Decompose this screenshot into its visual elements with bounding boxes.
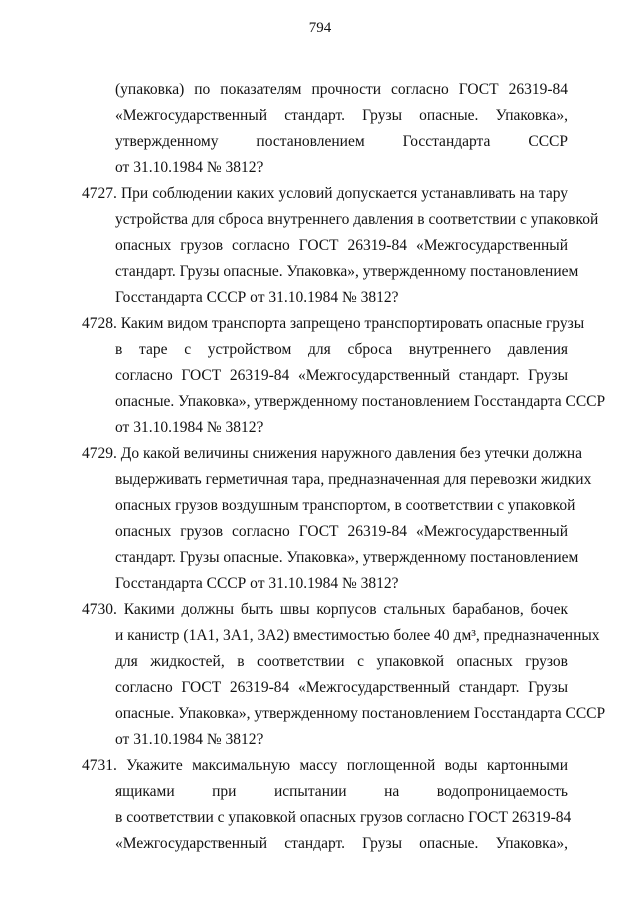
- question-number: 4727.: [82, 185, 117, 202]
- text-line: согласно ГОСТ 26319-84 «Межгосударственный стандарт. Грузы: [115, 679, 568, 696]
- text-line: опасных грузов воздушным транспортом, в соответствии с упаковкой: [115, 497, 576, 514]
- question-number: 4730.: [82, 601, 117, 618]
- text-line: опасные. Упаковка», утвержденному постановлением Госстандарта СССР: [115, 705, 606, 722]
- text-line: «Межгосударственный стандарт. Грузы опасные. Упаковка»,: [115, 835, 568, 852]
- text-line: выдерживать герметичная тара, предназначенная для перевозки жидких: [115, 471, 592, 488]
- text-line: устройства для сброса внутреннего давления в соответствии с упаковкой: [115, 211, 599, 228]
- text-line: опасных грузов согласно ГОСТ 26319-84 «Межгосударственный: [115, 523, 568, 540]
- question-4729-first-line: [82, 442, 583, 466]
- text-line: стандарт. Грузы опасные. Упаковка», утвержденному постановлением: [115, 263, 579, 280]
- question-number: 4728.: [82, 315, 117, 332]
- text-line: от 31.10.1984 № 3812?: [115, 159, 264, 176]
- text-line: (упаковка) по показателям прочности согласно ГОСТ 26319-84: [115, 81, 568, 98]
- text-line: согласно ГОСТ 26319-84 «Межгосударственный стандарт. Грузы: [115, 367, 568, 384]
- text-line: ящиками при испытании на водопроницаемость: [115, 783, 568, 800]
- question-4727-first-line: [82, 182, 568, 206]
- text-line: от 31.10.1984 № 3812?: [115, 419, 264, 436]
- text-line: в соответствии с упаковкой опасных грузов согласно ГОСТ 26319-84: [115, 809, 572, 826]
- text-line: опасные. Упаковка», утвержденному постановлением Госстандарта СССР: [115, 393, 606, 410]
- text-line: Укажите максимальную массу поглощенной воды картонными: [126, 757, 568, 774]
- question-4728-first-line: [82, 312, 585, 336]
- text-line: До какой величины снижения наружного давления без утечки должна: [120, 445, 583, 462]
- question-4731-first-line: [82, 754, 568, 778]
- text-line: в таре с устройством для сброса внутреннего давления: [115, 341, 568, 358]
- text-line: Госстандарта СССР от 31.10.1984 № 3812?: [115, 289, 399, 306]
- question-number: 4729.: [82, 445, 117, 462]
- text-line: и канистр (1А1, 3А1, 3А2) вместимостью более 40 дм³, предназначенных: [115, 627, 600, 644]
- text-line: Каким видом транспорта запрещено транспортировать опасные грузы: [120, 315, 585, 332]
- text-line: «Межгосударственный стандарт. Грузы опасные. Упаковка»,: [115, 107, 568, 124]
- question-4730-first-line: [82, 598, 568, 622]
- text-line: При соблюдении каких условий допускается устанавливать на тару: [120, 185, 569, 202]
- text-line: от 31.10.1984 № 3812?: [115, 731, 264, 748]
- text-line: Госстандарта СССР от 31.10.1984 № 3812?: [115, 575, 399, 592]
- question-number: 4731.: [82, 757, 117, 774]
- text-line: для жидкостей, в соответствии с упаковкой опасных грузов: [115, 653, 568, 670]
- text-line: опасных грузов согласно ГОСТ 26319-84 «Межгосударственный: [115, 237, 568, 254]
- page-number: 794: [308, 20, 332, 36]
- text-line: утвержденному постановлением Госстандарта СССР: [115, 133, 568, 150]
- text-line: Какими должны быть швы корпусов стальных барабанов, бочек: [123, 601, 568, 618]
- text-line: стандарт. Грузы опасные. Упаковка», утвержденному постановлением: [115, 549, 579, 566]
